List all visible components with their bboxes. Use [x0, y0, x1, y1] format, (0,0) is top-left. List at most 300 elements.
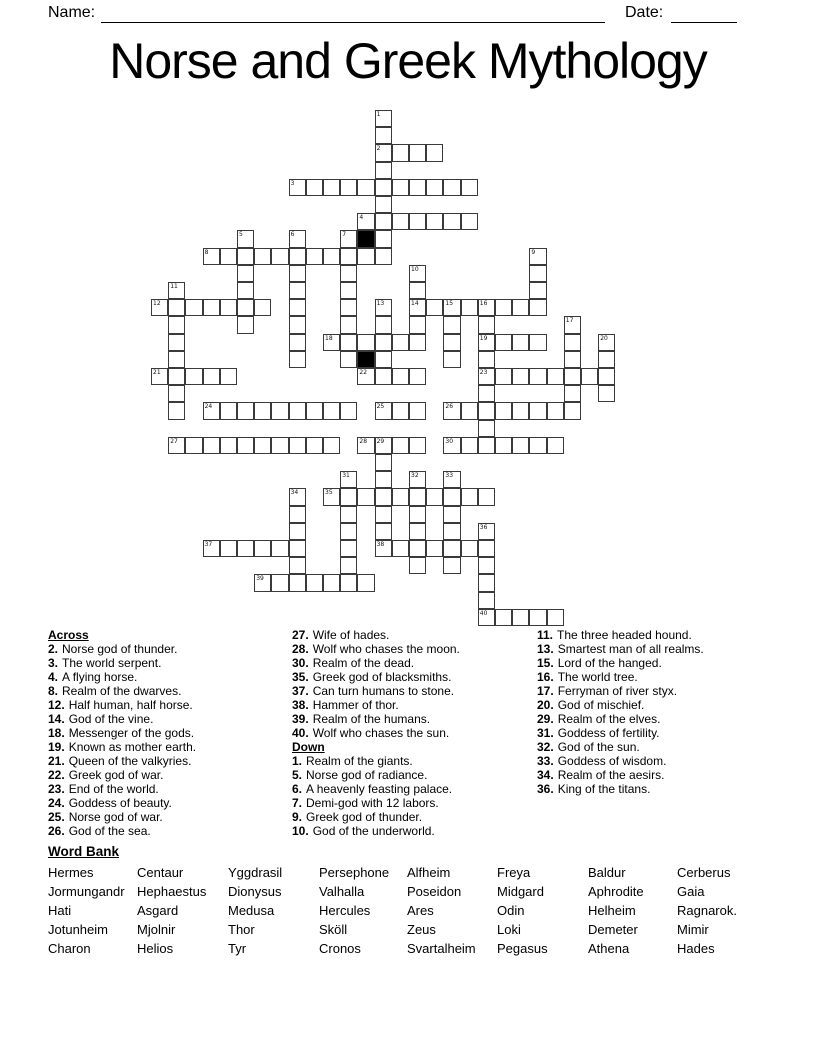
- grid-cell[interactable]: [289, 488, 306, 505]
- grid-cell[interactable]: [323, 248, 340, 265]
- grid-cell[interactable]: [375, 196, 392, 213]
- grid-cell[interactable]: [598, 351, 615, 368]
- grid-cell[interactable]: [443, 316, 460, 333]
- grid-cell[interactable]: [168, 402, 185, 419]
- grid-cell[interactable]: [409, 488, 426, 505]
- grid-cell[interactable]: [220, 299, 237, 316]
- cell-number: 9: [531, 248, 536, 256]
- grid-cell[interactable]: [409, 471, 426, 488]
- grid-cell[interactable]: [409, 179, 426, 196]
- grid-cell[interactable]: [529, 248, 546, 265]
- grid-cell[interactable]: [529, 609, 546, 626]
- grid-cell[interactable]: [461, 213, 478, 230]
- grid-cell[interactable]: [478, 420, 495, 437]
- grid-cell[interactable]: [357, 437, 374, 454]
- cell-number: 17: [565, 317, 574, 325]
- grid-cell[interactable]: [289, 179, 306, 196]
- grid-cell[interactable]: [426, 144, 443, 161]
- grid-cell[interactable]: [392, 368, 409, 385]
- grid-cell[interactable]: [564, 316, 581, 333]
- grid-cell[interactable]: [443, 557, 460, 574]
- grid-cell[interactable]: [357, 488, 374, 505]
- word-bank-item: Jotunheim: [48, 922, 108, 937]
- grid-cell[interactable]: [289, 506, 306, 523]
- grid-cell[interactable]: [512, 609, 529, 626]
- word-bank-item: Dionysus: [228, 884, 282, 899]
- word-bank-item: Poseidon: [407, 884, 462, 899]
- grid-cell[interactable]: [271, 540, 288, 557]
- grid-cell[interactable]: [512, 437, 529, 454]
- grid-cell[interactable]: [203, 437, 220, 454]
- grid-cell[interactable]: [426, 213, 443, 230]
- grid-cell[interactable]: [203, 368, 220, 385]
- grid-cell[interactable]: [392, 334, 409, 351]
- grid-cell[interactable]: [289, 316, 306, 333]
- clues-column-middle: [292, 628, 532, 838]
- cell-number: 40: [479, 609, 488, 617]
- word-bank-title: Word Bank: [48, 844, 120, 859]
- cell-number: 13: [376, 300, 385, 308]
- grid-cell[interactable]: [375, 110, 392, 127]
- grid-cell[interactable]: [512, 368, 529, 385]
- grid-cell[interactable]: [289, 557, 306, 574]
- cell-number: 25: [376, 403, 385, 411]
- grid-cell[interactable]: [547, 437, 564, 454]
- grid-cell[interactable]: [340, 557, 357, 574]
- grid-cell[interactable]: [495, 368, 512, 385]
- grid-cell[interactable]: [426, 488, 443, 505]
- grid-cell[interactable]: [443, 540, 460, 557]
- grid-cell[interactable]: [409, 316, 426, 333]
- grid-cell[interactable]: [564, 402, 581, 419]
- grid-cell[interactable]: [409, 213, 426, 230]
- clue-item: 1. Realm of the giants.: [292, 754, 413, 768]
- grid-cell[interactable]: [564, 368, 581, 385]
- grid-cell[interactable]: [478, 368, 495, 385]
- grid-cell[interactable]: [289, 299, 306, 316]
- clue-item: 30. Realm of the dead.: [292, 656, 415, 670]
- word-bank-item: Medusa: [228, 903, 275, 918]
- grid-cell[interactable]: [461, 179, 478, 196]
- word-bank-item: Centaur: [137, 865, 184, 880]
- grid-cell[interactable]: [340, 299, 357, 316]
- cell-number: 1: [376, 111, 381, 118]
- grid-cell[interactable]: [409, 506, 426, 523]
- grid-cell[interactable]: [254, 540, 271, 557]
- word-bank-item: Helios: [137, 941, 174, 956]
- grid-cell[interactable]: [357, 179, 374, 196]
- grid-cell[interactable]: [564, 334, 581, 351]
- grid-cell[interactable]: [529, 437, 546, 454]
- grid-cell[interactable]: [323, 574, 340, 591]
- grid-cell[interactable]: [426, 540, 443, 557]
- grid-cell[interactable]: [375, 488, 392, 505]
- grid-cell[interactable]: [478, 609, 495, 626]
- grid-cell[interactable]: [392, 213, 409, 230]
- grid-cell[interactable]: [478, 592, 495, 609]
- grid-cell[interactable]: [271, 248, 288, 265]
- clue-item: 9. Greek god of thunder.: [292, 810, 423, 824]
- grid-cell[interactable]: [426, 299, 443, 316]
- grid-cell[interactable]: [443, 351, 460, 368]
- grid-cell[interactable]: [375, 402, 392, 419]
- grid-cell[interactable]: [340, 506, 357, 523]
- grid-cell[interactable]: [340, 523, 357, 540]
- grid-cell[interactable]: [220, 368, 237, 385]
- grid-cell[interactable]: [237, 316, 254, 333]
- grid-cell[interactable]: [289, 402, 306, 419]
- grid-cell[interactable]: [271, 402, 288, 419]
- cell-number: 32: [411, 472, 419, 480]
- grid-cell[interactable]: [254, 402, 271, 419]
- grid-cell[interactable]: [203, 299, 220, 316]
- grid-black-cell: [357, 230, 374, 247]
- grid-cell[interactable]: [478, 557, 495, 574]
- grid-cell[interactable]: [203, 540, 220, 557]
- grid-cell[interactable]: [306, 402, 323, 419]
- clue-item: 34. Realm of the aesirs.: [537, 768, 665, 782]
- grid-cell[interactable]: [495, 437, 512, 454]
- grid-cell[interactable]: [375, 351, 392, 368]
- grid-cell[interactable]: [375, 316, 392, 333]
- grid-cell[interactable]: [375, 471, 392, 488]
- cell-number: 6: [290, 231, 295, 239]
- grid-cell[interactable]: [443, 179, 460, 196]
- grid-cell[interactable]: [495, 299, 512, 316]
- grid-cell[interactable]: [547, 402, 564, 419]
- grid-cell[interactable]: [220, 437, 237, 454]
- grid-cell[interactable]: [478, 299, 495, 316]
- grid-cell[interactable]: [461, 402, 478, 419]
- grid-cell[interactable]: [237, 248, 254, 265]
- grid-cell[interactable]: [271, 437, 288, 454]
- grid-cell[interactable]: [168, 351, 185, 368]
- grid-cell[interactable]: [185, 368, 202, 385]
- cell-number: 26: [445, 403, 454, 411]
- grid-cell[interactable]: [289, 523, 306, 540]
- grid-cell[interactable]: [220, 540, 237, 557]
- grid-cell[interactable]: [237, 402, 254, 419]
- word-bank-item: Gaia: [677, 884, 705, 899]
- grid-cell[interactable]: [581, 368, 598, 385]
- grid-cell[interactable]: [289, 248, 306, 265]
- grid-cell[interactable]: [409, 437, 426, 454]
- grid-cell[interactable]: [443, 402, 460, 419]
- word-bank-item: Loki: [497, 922, 521, 937]
- grid-cell[interactable]: [323, 334, 340, 351]
- grid-cell[interactable]: [271, 574, 288, 591]
- clue-item: 24. Goddess of beauty.: [48, 796, 172, 810]
- grid-cell[interactable]: [168, 437, 185, 454]
- grid-cell[interactable]: [392, 437, 409, 454]
- grid-cell[interactable]: [254, 299, 271, 316]
- grid-cell[interactable]: [461, 540, 478, 557]
- grid-cell[interactable]: [340, 230, 357, 247]
- grid-cell[interactable]: [392, 402, 409, 419]
- grid-cell[interactable]: [168, 385, 185, 402]
- clue-item: 32. God of the sun.: [537, 740, 640, 754]
- grid-cell[interactable]: [220, 248, 237, 265]
- clue-item: 22. Greek god of war.: [48, 768, 164, 782]
- grid-cell[interactable]: [289, 282, 306, 299]
- grid-cell[interactable]: [478, 574, 495, 591]
- grid-cell[interactable]: [340, 179, 357, 196]
- word-bank-item: Hercules: [319, 903, 371, 918]
- grid-cell[interactable]: [357, 574, 374, 591]
- grid-cell[interactable]: [564, 385, 581, 402]
- cell-number: 5: [239, 231, 243, 239]
- grid-cell[interactable]: [375, 454, 392, 471]
- word-bank-item: Baldur: [588, 865, 626, 880]
- clue-item: 21. Queen of the valkyries.: [48, 754, 192, 768]
- grid-cell[interactable]: [289, 265, 306, 282]
- grid-cell[interactable]: [375, 162, 392, 179]
- grid-cell[interactable]: [409, 144, 426, 161]
- grid-cell[interactable]: [409, 334, 426, 351]
- cell-number: 3: [290, 179, 295, 187]
- grid-cell[interactable]: [289, 540, 306, 557]
- grid-cell[interactable]: [357, 248, 374, 265]
- grid-cell[interactable]: [461, 437, 478, 454]
- clue-item: 38. Hammer of thor.: [292, 698, 399, 712]
- grid-cell[interactable]: [547, 368, 564, 385]
- grid-cell[interactable]: [375, 523, 392, 540]
- grid-cell[interactable]: [392, 179, 409, 196]
- grid-cell[interactable]: [375, 540, 392, 557]
- word-bank-item: Hermes: [48, 865, 94, 880]
- word-bank-item: Helheim: [588, 903, 636, 918]
- grid-cell[interactable]: [409, 265, 426, 282]
- clue-item: 27. Wife of hades.: [292, 628, 390, 642]
- grid-cell[interactable]: [478, 488, 495, 505]
- grid-cell[interactable]: [185, 437, 202, 454]
- grid-cell[interactable]: [375, 230, 392, 247]
- clue-item: 39. Realm of the humans.: [292, 712, 431, 726]
- grid-cell[interactable]: [478, 334, 495, 351]
- cell-number: 29: [376, 437, 385, 445]
- grid-cell[interactable]: [375, 127, 392, 144]
- grid-cell[interactable]: [375, 368, 392, 385]
- clue-item: 28. Wolf who chases the moon.: [292, 642, 460, 656]
- grid-cell[interactable]: [547, 609, 564, 626]
- cell-number: 2: [376, 145, 381, 153]
- grid-cell[interactable]: [340, 334, 357, 351]
- grid-cell[interactable]: [237, 540, 254, 557]
- grid-cell[interactable]: [168, 368, 185, 385]
- word-bank-item: Asgard: [137, 903, 179, 918]
- grid-cell[interactable]: [512, 299, 529, 316]
- grid-cell[interactable]: [168, 299, 185, 316]
- cell-number: 38: [376, 541, 385, 548]
- word-bank-item: Valhalla: [319, 884, 365, 899]
- grid-cell[interactable]: [409, 282, 426, 299]
- grid-cell[interactable]: [203, 402, 220, 419]
- clue-item: 35. Greek god of blacksmiths.: [292, 670, 452, 684]
- grid-cell[interactable]: [461, 488, 478, 505]
- grid-cell[interactable]: [478, 540, 495, 557]
- cell-number: 35: [325, 489, 333, 497]
- grid-cell[interactable]: [323, 437, 340, 454]
- grid-cell[interactable]: [443, 437, 460, 454]
- clue-item: 15. Lord of the hanged.: [537, 656, 662, 670]
- grid-cell[interactable]: [340, 574, 357, 591]
- word-bank-item: Persephone: [319, 865, 390, 880]
- grid-cell[interactable]: [340, 540, 357, 557]
- grid-cell[interactable]: [529, 299, 546, 316]
- word-bank-item: Demeter: [588, 922, 638, 937]
- grid-cell[interactable]: [529, 265, 546, 282]
- grid-cell[interactable]: [306, 574, 323, 591]
- grid-cell[interactable]: [375, 506, 392, 523]
- grid-cell[interactable]: [478, 316, 495, 333]
- clue-item: 16. The world tree.: [537, 670, 638, 684]
- grid-cell[interactable]: [375, 334, 392, 351]
- grid-cell[interactable]: [443, 299, 460, 316]
- grid-cell[interactable]: [185, 299, 202, 316]
- grid-cell[interactable]: [478, 351, 495, 368]
- grid-cell[interactable]: [375, 437, 392, 454]
- word-bank-item: Alfheim: [407, 865, 451, 880]
- grid-cell[interactable]: [289, 230, 306, 247]
- grid-cell[interactable]: [340, 402, 357, 419]
- grid-cell[interactable]: [495, 609, 512, 626]
- grid-cell[interactable]: [375, 144, 392, 161]
- grid-cell[interactable]: [254, 248, 271, 265]
- grid-cell[interactable]: [151, 368, 168, 385]
- grid-cell[interactable]: [512, 402, 529, 419]
- word-bank-item: Ragnarok.: [677, 903, 737, 918]
- grid-cell[interactable]: [168, 334, 185, 351]
- word-bank-item: Mimir: [677, 922, 709, 937]
- word-bank-section: [48, 843, 788, 958]
- grid-cell[interactable]: [409, 523, 426, 540]
- grid-cell[interactable]: [340, 316, 357, 333]
- grid-cell[interactable]: [443, 488, 460, 505]
- grid-cell[interactable]: [409, 368, 426, 385]
- grid-cell[interactable]: [151, 299, 168, 316]
- grid-cell[interactable]: [409, 402, 426, 419]
- word-bank-item: Thor: [228, 922, 255, 937]
- grid-cell[interactable]: [289, 334, 306, 351]
- word-bank-item: Hades: [677, 941, 715, 956]
- cell-number: 39: [256, 575, 264, 583]
- grid-cell[interactable]: [443, 523, 460, 540]
- cell-number: 27: [170, 437, 178, 445]
- grid-cell[interactable]: [323, 488, 340, 505]
- grid-cell[interactable]: [375, 299, 392, 316]
- word-bank-item: Freya: [497, 865, 531, 880]
- grid-cell[interactable]: [237, 299, 254, 316]
- grid-cell[interactable]: [409, 299, 426, 316]
- grid-cell[interactable]: [443, 471, 460, 488]
- grid-cell[interactable]: [340, 265, 357, 282]
- cell-number: 23: [479, 369, 488, 376]
- grid-cell[interactable]: [306, 437, 323, 454]
- cell-number: 28: [359, 437, 368, 445]
- grid-cell[interactable]: [564, 351, 581, 368]
- grid-cell[interactable]: [340, 282, 357, 299]
- grid-cell[interactable]: [306, 179, 323, 196]
- clue-item: 29. Realm of the elves.: [537, 712, 661, 726]
- page-title: Norse and Greek Mythology: [109, 33, 707, 89]
- grid-cell[interactable]: [168, 282, 185, 299]
- grid-cell[interactable]: [495, 334, 512, 351]
- grid-cell[interactable]: [340, 488, 357, 505]
- cell-number: 31: [342, 472, 350, 480]
- word-bank-item: Ares: [407, 903, 434, 918]
- grid-cell[interactable]: [598, 385, 615, 402]
- grid-cell[interactable]: [375, 179, 392, 196]
- grid-cell[interactable]: [306, 248, 323, 265]
- grid-cell[interactable]: [409, 557, 426, 574]
- grid-cell[interactable]: [237, 282, 254, 299]
- grid-cell[interactable]: [375, 248, 392, 265]
- grid-cell[interactable]: [323, 402, 340, 419]
- grid-cell[interactable]: [529, 368, 546, 385]
- grid-cell[interactable]: [375, 213, 392, 230]
- clue-item: 31. Goddess of fertility.: [537, 726, 660, 740]
- grid-cell[interactable]: [598, 334, 615, 351]
- grid-cell[interactable]: [323, 179, 340, 196]
- clue-item: 17. Ferryman of river styx.: [537, 684, 678, 698]
- grid-cell[interactable]: [478, 437, 495, 454]
- grid-cell[interactable]: [409, 540, 426, 557]
- grid-cell[interactable]: [392, 540, 409, 557]
- grid-cell[interactable]: [598, 368, 615, 385]
- grid-cell[interactable]: [392, 144, 409, 161]
- grid-cell[interactable]: [340, 248, 357, 265]
- grid-cell[interactable]: [357, 213, 374, 230]
- grid-cell[interactable]: [443, 334, 460, 351]
- grid-cell[interactable]: [203, 248, 220, 265]
- grid-cell[interactable]: [392, 488, 409, 505]
- cell-number: 4: [359, 214, 364, 222]
- date-label: Date:: [625, 4, 664, 21]
- grid-cell[interactable]: [220, 402, 237, 419]
- grid-cell[interactable]: [289, 574, 306, 591]
- grid-cell[interactable]: [529, 334, 546, 351]
- cell-number: 34: [290, 489, 299, 497]
- grid-cell[interactable]: [443, 506, 460, 523]
- clues-column-across: [48, 628, 288, 838]
- grid-cell[interactable]: [340, 351, 357, 368]
- grid-cell[interactable]: [478, 385, 495, 402]
- grid-cell[interactable]: [357, 334, 374, 351]
- grid-cell[interactable]: [289, 351, 306, 368]
- grid-cell[interactable]: [168, 316, 185, 333]
- grid-cell[interactable]: [237, 265, 254, 282]
- grid-cell[interactable]: [529, 402, 546, 419]
- grid-cell[interactable]: [357, 368, 374, 385]
- grid-cell[interactable]: [495, 402, 512, 419]
- grid-cell[interactable]: [478, 523, 495, 540]
- grid-cell[interactable]: [340, 471, 357, 488]
- grid-cell[interactable]: [426, 179, 443, 196]
- grid-cell[interactable]: [478, 402, 495, 419]
- grid-cell[interactable]: [461, 299, 478, 316]
- grid-cell[interactable]: [254, 437, 271, 454]
- grid-cell[interactable]: [254, 574, 271, 591]
- grid-cell[interactable]: [443, 213, 460, 230]
- grid-cell[interactable]: [289, 437, 306, 454]
- grid-cell[interactable]: [237, 230, 254, 247]
- grid-cell[interactable]: [529, 282, 546, 299]
- word-bank-item: Cronos: [319, 941, 361, 956]
- word-bank-item: Cerberus: [677, 865, 731, 880]
- grid-cell[interactable]: [237, 437, 254, 454]
- grid-cell[interactable]: [512, 334, 529, 351]
- word-bank-item: Zeus: [407, 922, 436, 937]
